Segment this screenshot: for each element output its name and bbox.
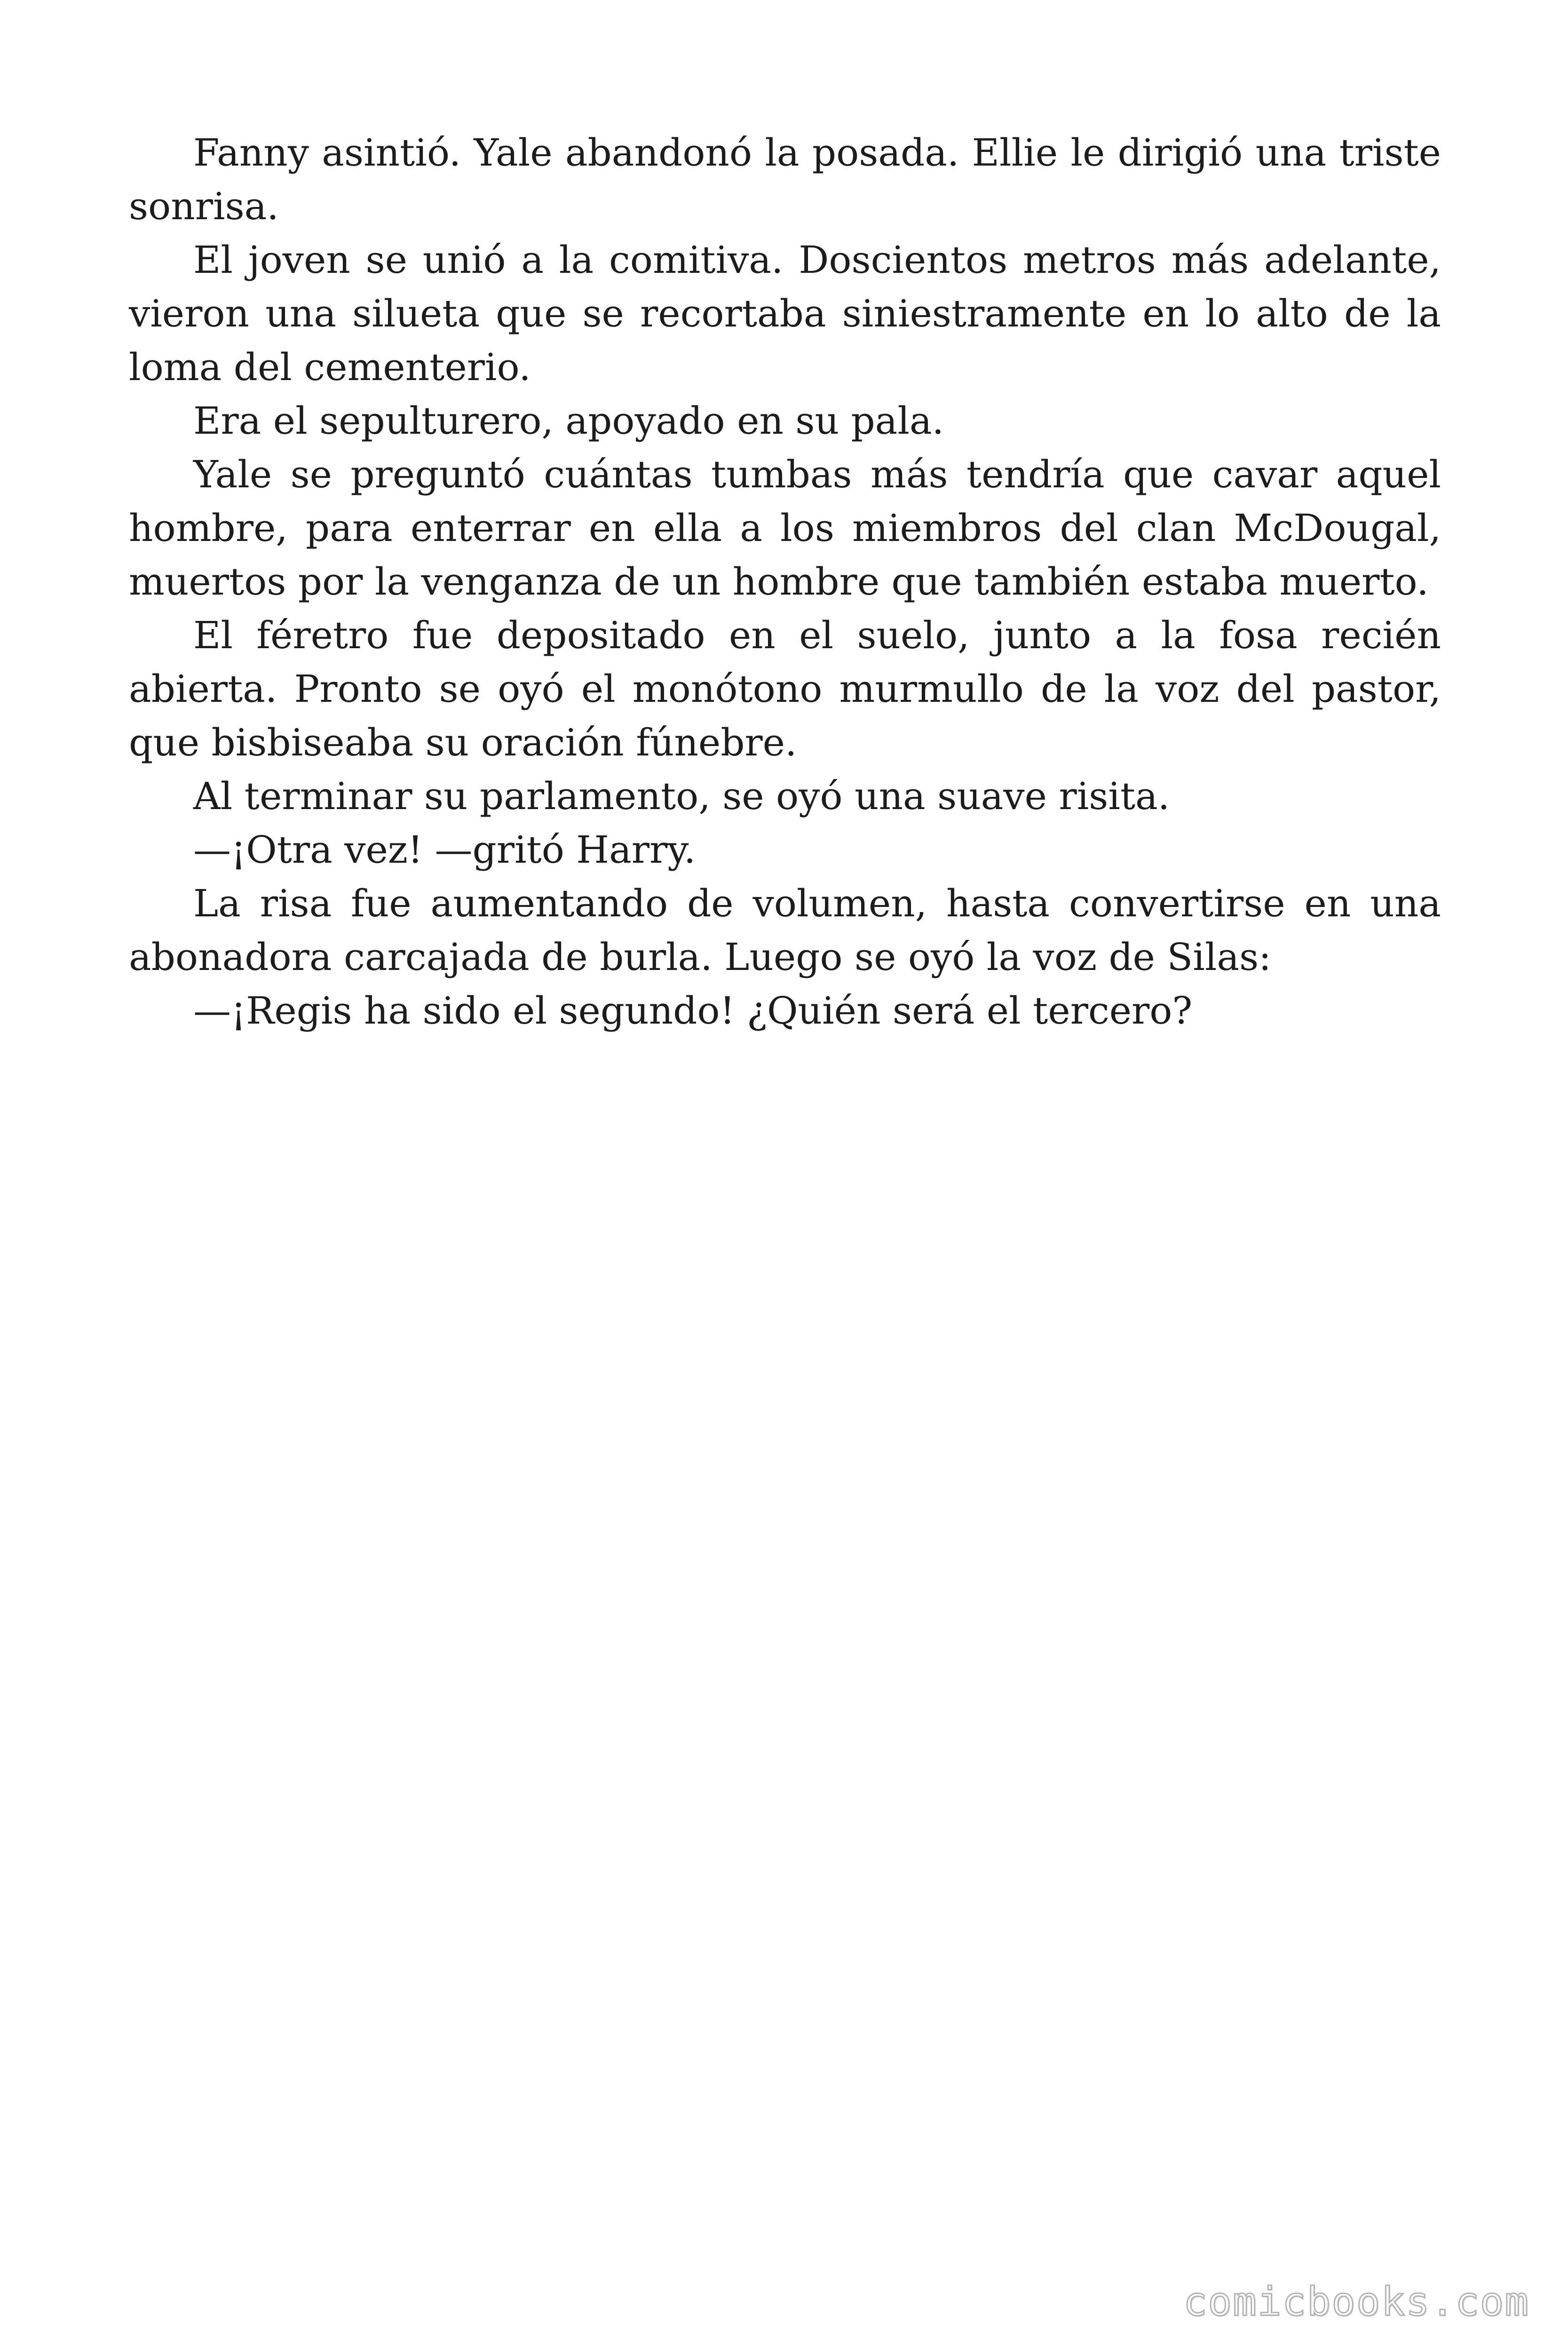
paragraph: Fanny asintió. Yale abandonó la posada. Ellie le dirigió una triste sonrisa.	[129, 131, 1441, 228]
paragraph: Al terminar su parlamento, se oyó una suave risita.	[193, 774, 1170, 818]
paragraph: La risa fue aumentando de volumen, hasta convertirse en una abonadora carcajada de burla. Luego se oyó la voz de Silas:	[129, 882, 1441, 979]
paragraph: El joven se unió a la comitiva. Doscientos metros más adelante, vieron una silueta que se recortaba siniestramente en lo alto de la loma del cementerio.	[129, 238, 1441, 389]
paragraph: Yale se preguntó cuántas tumbas más tendría que cavar aquel hombre, para enterrar en ella a los miembros del clan McDougal, muertos por la venganza de un hombre que también estaba muerto.	[129, 453, 1441, 604]
page-body	[129, 126, 1441, 1038]
paragraph: —¡Regis ha sido el segundo! ¿Quién será el tercero?	[193, 989, 1193, 1033]
paragraph: El féretro fue depositado en el suelo, junto a la fosa recién abierta. Pronto se oyó el monótono murmullo de la voz del pastor, que bisbiseaba su oración fúnebre.	[129, 613, 1441, 764]
paragraph: —¡Otra vez! —gritó Harry.	[193, 828, 696, 872]
watermark: comicbooks.com	[1183, 2279, 1529, 2325]
paragraph: Era el sepulturero, apoyado en su pala.	[193, 399, 944, 443]
